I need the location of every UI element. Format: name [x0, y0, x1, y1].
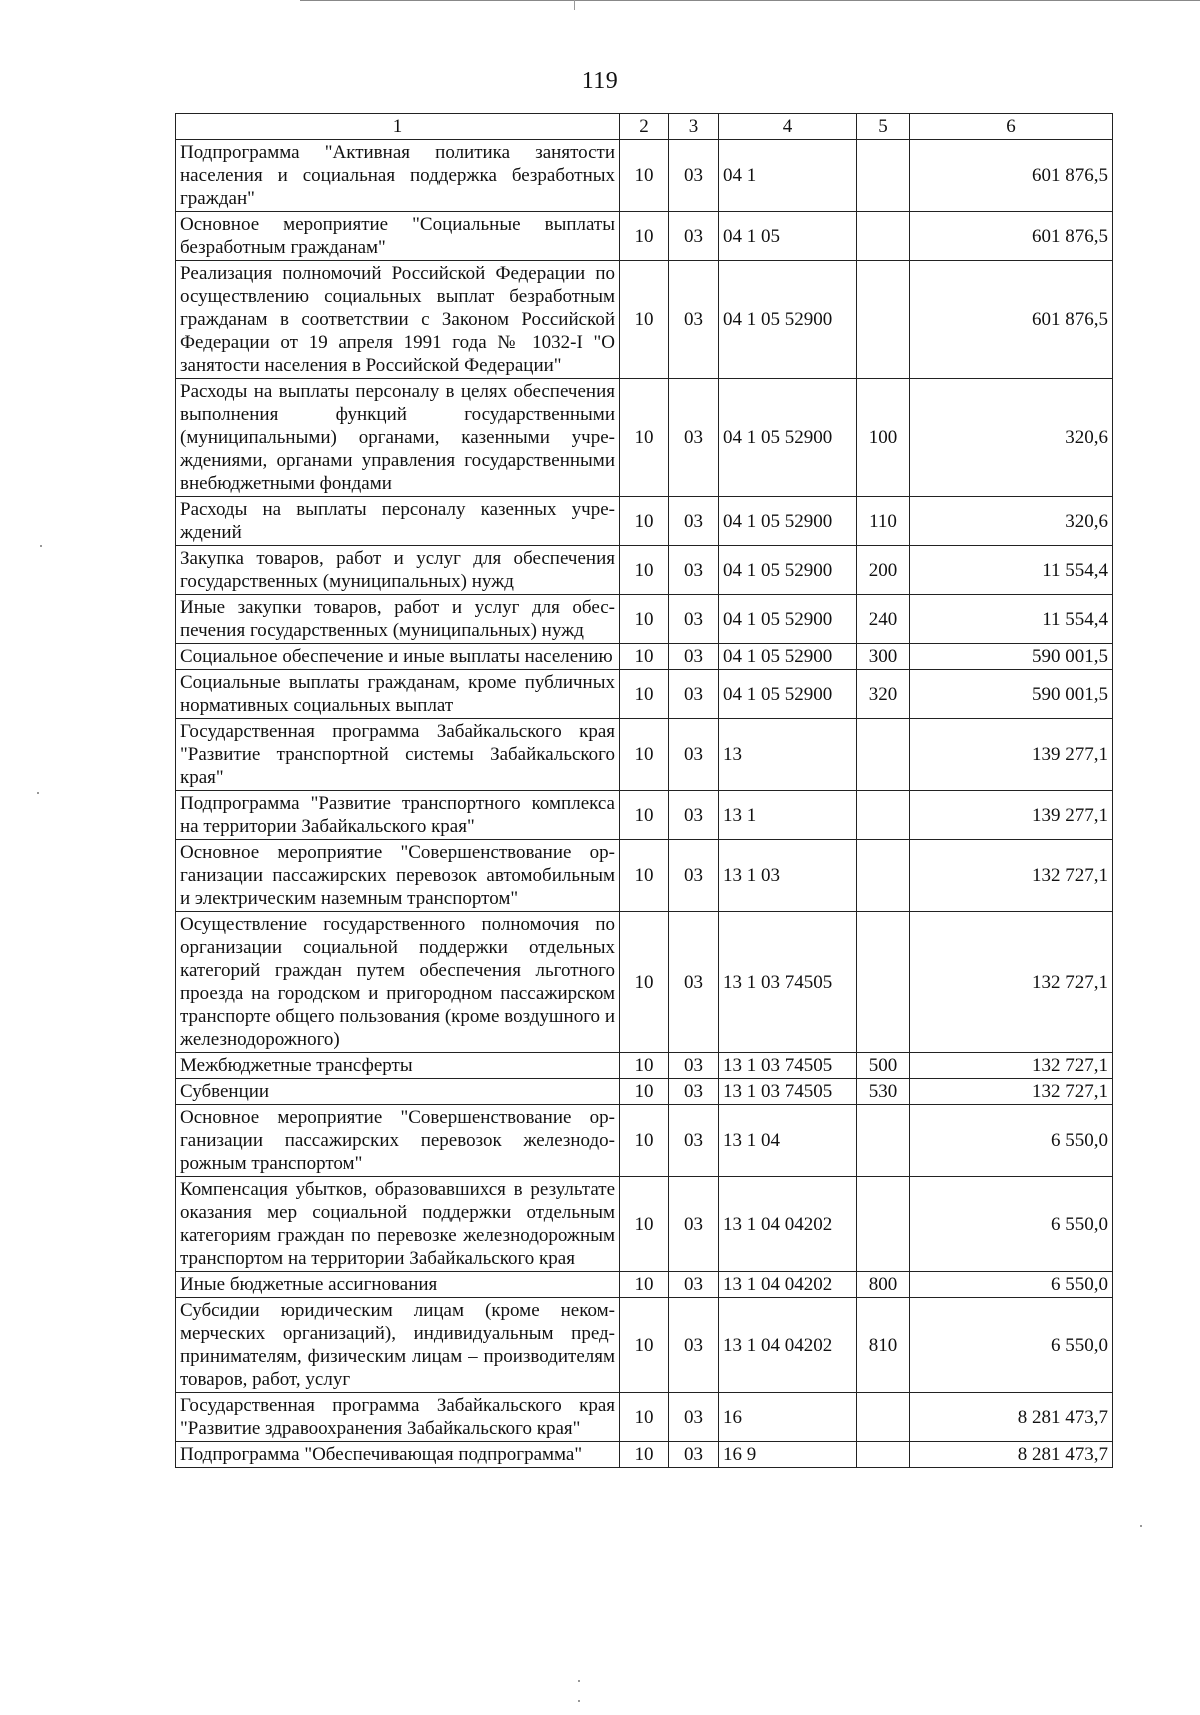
row-expense-type — [857, 140, 910, 212]
table-row — [176, 912, 1113, 1053]
row-target-article: 04 1 05 52900 — [719, 379, 857, 497]
row-expense-type — [857, 719, 910, 791]
row-expense-type: 800 — [857, 1272, 910, 1298]
row-subsection: 03 — [669, 791, 719, 840]
row-target-article: 13 1 03 — [719, 840, 857, 912]
row-target-article: 04 1 05 — [719, 212, 857, 261]
table-row — [176, 1105, 1113, 1177]
scan-mark — [574, 0, 575, 10]
row-subsection: 03 — [669, 1079, 719, 1105]
row-amount: 601 876,5 — [910, 212, 1113, 261]
table-header — [176, 114, 1113, 140]
table-row — [176, 719, 1113, 791]
row-amount: 6 550,0 — [910, 1105, 1113, 1177]
row-expense-type: 320 — [857, 670, 910, 719]
table-row — [176, 791, 1113, 840]
table-row — [176, 261, 1113, 379]
row-description: Подпрограмма "Активная политика занятости населения и социальная поддержка безработных граждан" — [176, 140, 620, 212]
row-target-article: 13 1 03 74505 — [719, 912, 857, 1053]
row-section: 10 — [620, 1393, 669, 1442]
row-target-article: 04 1 05 52900 — [719, 644, 857, 670]
row-expense-type — [857, 791, 910, 840]
row-expense-type — [857, 261, 910, 379]
table-row — [176, 497, 1113, 546]
table-row — [176, 1442, 1113, 1468]
row-subsection: 03 — [669, 1272, 719, 1298]
row-description: Реализация полномочий Российской Федерации по осуществлению социальных выплат безработным гражданам в соответствии с Законом Российской Федерации от 19 апреля 1991 года № 1032-I "О занятости населения в Российской Федерации" — [176, 261, 620, 379]
budget-table — [175, 113, 1113, 1468]
row-target-article: 04 1 05 52900 — [719, 546, 857, 595]
row-target-article: 13 1 04 04202 — [719, 1298, 857, 1393]
row-section: 10 — [620, 140, 669, 212]
row-description: Государственная программа Забайкальского края "Развитие транспортной системы Забайкальского края" — [176, 719, 620, 791]
row-expense-type — [857, 912, 910, 1053]
scan-top-border — [300, 0, 1200, 2]
row-section: 10 — [620, 644, 669, 670]
row-expense-type: 100 — [857, 379, 910, 497]
row-expense-type — [857, 1105, 910, 1177]
row-target-article: 04 1 05 52900 — [719, 670, 857, 719]
row-amount: 601 876,5 — [910, 261, 1113, 379]
row-expense-type — [857, 1393, 910, 1442]
row-description: Подпрограмма "Обеспечивающая подпрограмма" — [176, 1442, 620, 1468]
row-subsection: 03 — [669, 212, 719, 261]
header-col-4: 4 — [719, 114, 857, 140]
row-expense-type — [857, 840, 910, 912]
row-section: 10 — [620, 1053, 669, 1079]
row-section: 10 — [620, 546, 669, 595]
row-description: Подпрограмма "Развитие транспортного комплекса на территории Забайкальского края" — [176, 791, 620, 840]
table-row — [176, 840, 1113, 912]
row-section: 10 — [620, 912, 669, 1053]
row-target-article: 04 1 05 52900 — [719, 595, 857, 644]
row-target-article: 16 9 — [719, 1442, 857, 1468]
row-expense-type: 240 — [857, 595, 910, 644]
row-section: 10 — [620, 1298, 669, 1393]
row-amount: 139 277,1 — [910, 719, 1113, 791]
row-section: 10 — [620, 719, 669, 791]
row-amount: 6 550,0 — [910, 1272, 1113, 1298]
row-expense-type: 530 — [857, 1079, 910, 1105]
row-section: 10 — [620, 1272, 669, 1298]
row-section: 10 — [620, 1177, 669, 1272]
row-target-article: 13 1 04 04202 — [719, 1272, 857, 1298]
table-row — [176, 1177, 1113, 1272]
row-amount: 11 554,4 — [910, 546, 1113, 595]
row-subsection: 03 — [669, 719, 719, 791]
row-amount: 139 277,1 — [910, 791, 1113, 840]
row-description: Основное мероприятие "Совершенствование организации пассажирских перевозок железнодорожным транспортом" — [176, 1105, 620, 1177]
table-row — [176, 644, 1113, 670]
row-subsection: 03 — [669, 912, 719, 1053]
row-section: 10 — [620, 595, 669, 644]
row-subsection: 03 — [669, 546, 719, 595]
row-description: Иные бюджетные ассигнования — [176, 1272, 620, 1298]
row-amount: 11 554,4 — [910, 595, 1113, 644]
row-description: Основное мероприятие "Совершенствование организации пассажирских перевозок автомобильным и электрическим наземным транспортом" — [176, 840, 620, 912]
row-target-article: 04 1 05 52900 — [719, 497, 857, 546]
row-description: Социальные выплаты гражданам, кроме публичных нормативных социальных выплат — [176, 670, 620, 719]
row-subsection: 03 — [669, 497, 719, 546]
row-expense-type: 300 — [857, 644, 910, 670]
row-target-article: 16 — [719, 1393, 857, 1442]
row-subsection: 03 — [669, 140, 719, 212]
row-section: 10 — [620, 497, 669, 546]
table-row — [176, 1298, 1113, 1393]
row-amount: 132 727,1 — [910, 912, 1113, 1053]
row-description: Осуществление государственного полномочия по организации социальной поддержки отдельных категорий граждан путем обеспечения льготного проезда на городском и пригородном пассажирском транспорте общего пользования (кроме воздушного и железнодорожного) — [176, 912, 620, 1053]
row-description: Государственная программа Забайкальского края "Развитие здравоохранения Забайкальского края" — [176, 1393, 620, 1442]
header-col-2: 2 — [620, 114, 669, 140]
row-target-article: 04 1 — [719, 140, 857, 212]
scan-speck — [40, 545, 42, 547]
table-row — [176, 670, 1113, 719]
row-description: Компенсация убытков, образовавшихся в результате оказания мер социальной поддержки отдельным категориям граждан по перевозке железнодорожным транспортом на территории Забайкальского края — [176, 1177, 620, 1272]
row-target-article: 13 1 03 74505 — [719, 1079, 857, 1105]
row-subsection: 03 — [669, 670, 719, 719]
row-expense-type: 810 — [857, 1298, 910, 1393]
row-amount: 320,6 — [910, 379, 1113, 497]
row-section: 10 — [620, 379, 669, 497]
row-subsection: 03 — [669, 1105, 719, 1177]
row-subsection: 03 — [669, 261, 719, 379]
row-target-article: 13 1 04 04202 — [719, 1177, 857, 1272]
row-section: 10 — [620, 1105, 669, 1177]
row-amount: 132 727,1 — [910, 1053, 1113, 1079]
table-row — [176, 379, 1113, 497]
row-amount: 8 281 473,7 — [910, 1393, 1113, 1442]
row-section: 10 — [620, 212, 669, 261]
header-col-3: 3 — [669, 114, 719, 140]
row-section: 10 — [620, 1079, 669, 1105]
table-row — [176, 546, 1113, 595]
scan-speck — [578, 1700, 580, 1702]
row-amount: 6 550,0 — [910, 1298, 1113, 1393]
row-subsection: 03 — [669, 1053, 719, 1079]
row-subsection: 03 — [669, 1177, 719, 1272]
row-description: Основное мероприятие "Социальные выплаты безработным гражданам" — [176, 212, 620, 261]
row-section: 10 — [620, 261, 669, 379]
row-amount: 601 876,5 — [910, 140, 1113, 212]
row-description: Субсидии юридическим лицам (кроме некоммерческих организаций), индивидуальным предпринимателям, физическим лицам – производителям товаров, работ, услуг — [176, 1298, 620, 1393]
header-col-6: 6 — [910, 114, 1113, 140]
row-description: Закупка товаров, работ и услуг для обеспечения государственных (муниципальных) нужд — [176, 546, 620, 595]
page-number: 119 — [581, 68, 619, 94]
row-description: Расходы на выплаты персоналу в целях обеспечения выполнения функций государственными (муниципальными) органами, казенными учреждениями, органами управления государственными внебюджетными фондами — [176, 379, 620, 497]
row-amount: 132 727,1 — [910, 1079, 1113, 1105]
row-subsection: 03 — [669, 1393, 719, 1442]
row-amount: 590 001,5 — [910, 670, 1113, 719]
row-amount: 590 001,5 — [910, 644, 1113, 670]
row-section: 10 — [620, 840, 669, 912]
scan-speck — [37, 792, 39, 794]
row-expense-type — [857, 1177, 910, 1272]
row-target-article: 04 1 05 52900 — [719, 261, 857, 379]
scan-speck — [578, 1680, 580, 1682]
row-expense-type: 500 — [857, 1053, 910, 1079]
row-subsection: 03 — [669, 840, 719, 912]
table-body — [176, 140, 1113, 1468]
row-subsection: 03 — [669, 379, 719, 497]
row-description: Субвенции — [176, 1079, 620, 1105]
row-section: 10 — [620, 670, 669, 719]
row-expense-type — [857, 212, 910, 261]
row-amount: 132 727,1 — [910, 840, 1113, 912]
row-description: Социальное обеспечение и иные выплаты населению — [176, 644, 620, 670]
row-section: 10 — [620, 1442, 669, 1468]
header-col-5: 5 — [857, 114, 910, 140]
row-target-article: 13 1 03 74505 — [719, 1053, 857, 1079]
row-expense-type: 200 — [857, 546, 910, 595]
header-row — [176, 114, 1113, 140]
row-target-article: 13 — [719, 719, 857, 791]
table-row — [176, 140, 1113, 212]
table-row — [176, 1053, 1113, 1079]
row-amount: 6 550,0 — [910, 1177, 1113, 1272]
row-target-article: 13 1 — [719, 791, 857, 840]
row-subsection: 03 — [669, 1442, 719, 1468]
row-description: Иные закупки товаров, работ и услуг для обеспечения государственных (муниципальных) нужд — [176, 595, 620, 644]
row-expense-type — [857, 1442, 910, 1468]
row-amount: 8 281 473,7 — [910, 1442, 1113, 1468]
table-row — [176, 595, 1113, 644]
row-section: 10 — [620, 791, 669, 840]
row-description: Расходы на выплаты персоналу казенных учреждений — [176, 497, 620, 546]
header-col-1: 1 — [176, 114, 620, 140]
row-subsection: 03 — [669, 1298, 719, 1393]
row-subsection: 03 — [669, 595, 719, 644]
row-description: Межбюджетные трансферты — [176, 1053, 620, 1079]
table-row — [176, 1393, 1113, 1442]
scan-speck — [1140, 1525, 1142, 1527]
row-expense-type: 110 — [857, 497, 910, 546]
table-row — [176, 212, 1113, 261]
table-row — [176, 1079, 1113, 1105]
row-subsection: 03 — [669, 644, 719, 670]
table-row — [176, 1272, 1113, 1298]
row-amount: 320,6 — [910, 497, 1113, 546]
row-target-article: 13 1 04 — [719, 1105, 857, 1177]
